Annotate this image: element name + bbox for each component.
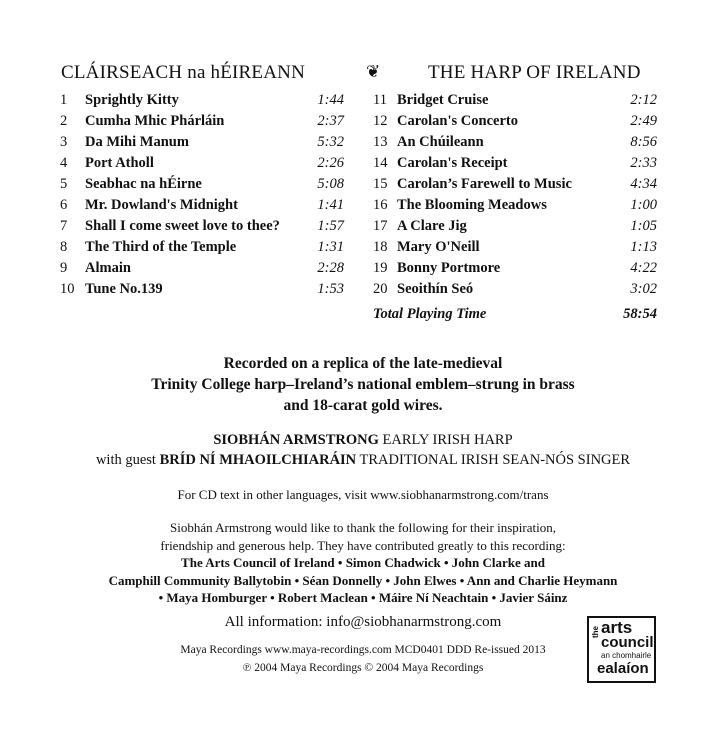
track-row [373, 218, 657, 239]
track-duration: 2:12 [630, 92, 657, 108]
track-row [60, 113, 344, 134]
acknowledgements-names: Camphill Community Ballytobin • Séan Donnelly • John Elwes • Ann and Charlie Heymann [108, 572, 618, 588]
logo-text: the [591, 626, 600, 638]
track-row [373, 155, 657, 176]
track-row [60, 134, 344, 155]
track-row [373, 134, 657, 155]
track-title: Tune No.139 [85, 281, 163, 297]
recording-note-line: Recorded on a replica of the late-medieval [223, 355, 503, 372]
track-number: 12 [373, 113, 388, 129]
track-title: Sprightly Kitty [85, 92, 179, 108]
track-title: Cumha Mhic Phárláin [85, 113, 225, 129]
track-duration: 4:22 [630, 260, 657, 276]
label-info: Maya Recordings www.maya-recordings.com MCD0401 DDD Re-issued 2013 [180, 644, 546, 656]
track-number: 7 [60, 218, 68, 234]
track-title: Almain [85, 260, 131, 276]
track-duration: 2:26 [317, 155, 344, 171]
track-duration: 1:57 [317, 218, 344, 234]
track-title: Carolan's Concerto [397, 113, 518, 129]
track-number: 11 [373, 92, 387, 108]
track-number: 16 [373, 197, 388, 213]
track-number: 2 [60, 113, 68, 129]
track-number: 3 [60, 134, 68, 150]
track-duration: 2:33 [630, 155, 657, 171]
total-playing-time [373, 306, 657, 327]
copyright: ℗ 2004 Maya Recordings © 2004 Maya Recordings [242, 662, 484, 674]
logo-text: council [601, 634, 654, 651]
track-title: Carolan’s Farewell to Music [397, 176, 572, 192]
track-title: Mary O'Neill [397, 239, 480, 255]
track-title: Bridget Cruise [397, 92, 489, 108]
track-row [60, 155, 344, 176]
acknowledgements-line: friendship and generous help. They have contributed greatly to this recording: [160, 537, 566, 553]
track-row [60, 239, 344, 260]
tracklist-right [373, 92, 657, 327]
total-duration: 58:54 [623, 306, 657, 322]
track-number: 6 [60, 197, 68, 213]
track-row [373, 281, 657, 302]
track-duration: 5:32 [317, 134, 344, 150]
track-title: Port Atholl [85, 155, 154, 171]
track-duration: 1:53 [317, 281, 344, 297]
track-duration: 1:31 [317, 239, 344, 255]
arts-council-logo [587, 616, 656, 683]
track-title: An Chúileann [397, 134, 484, 150]
track-duration: 5:08 [317, 176, 344, 192]
track-duration: 1:41 [317, 197, 344, 213]
track-row [373, 113, 657, 134]
track-number: 17 [373, 218, 388, 234]
track-duration: 2:49 [630, 113, 657, 129]
track-duration: 8:56 [630, 134, 657, 150]
track-duration: 1:44 [317, 92, 344, 108]
track-duration: 4:34 [630, 176, 657, 192]
track-number: 19 [373, 260, 388, 276]
track-number: 8 [60, 239, 68, 255]
logo-text: arts [601, 618, 633, 637]
track-title: Mr. Dowland's Midnight [85, 197, 238, 213]
track-duration: 3:02 [630, 281, 657, 297]
track-number: 15 [373, 176, 388, 192]
track-title: The Third of the Temple [85, 239, 237, 255]
track-number: 5 [60, 176, 68, 192]
tracklist-left [60, 92, 344, 302]
track-number: 4 [60, 155, 68, 171]
acknowledgements [0, 519, 726, 607]
track-duration: 1:13 [630, 239, 657, 255]
track-number: 9 [60, 260, 68, 276]
track-row [60, 176, 344, 197]
guest-line [0, 450, 726, 470]
guest-role: TRADITIONAL IRISH SEAN-NÓS SINGER [356, 452, 631, 468]
track-title: The Blooming Meadows [397, 197, 547, 213]
fleuron-ornament-icon: ❦ [366, 62, 381, 81]
acknowledgements-names: The Arts Council of Ireland • Simon Chadwick • John Clarke and [181, 555, 545, 570]
track-title: Carolan's Receipt [397, 155, 508, 171]
track-row [60, 281, 344, 302]
track-row [373, 92, 657, 113]
track-row [373, 176, 657, 197]
contact-info: All information: info@siobhanarmstrong.com [224, 614, 502, 630]
track-row [60, 260, 344, 281]
track-title: Da Mihi Manum [85, 134, 189, 150]
track-row [373, 239, 657, 260]
guest-prefix: with guest [95, 452, 160, 468]
artist-line [0, 430, 726, 450]
guest-name: BRÍD NÍ MHAOILCHIARÁIN [159, 452, 357, 468]
track-title: Seoithín Seó [397, 281, 474, 297]
track-title: Seabhac na hÉirne [85, 176, 202, 192]
track-title: A Clare Jig [397, 218, 467, 234]
acknowledgements-line: Siobhán Armstrong would like to thank the following for their inspiration, [170, 520, 556, 535]
title-english: THE HARP OF IRELAND [428, 62, 641, 83]
track-row [373, 197, 657, 218]
recording-note-line: and 18-carat gold wires. [283, 397, 443, 414]
performers [0, 430, 726, 470]
track-row [60, 218, 344, 239]
track-row [60, 92, 344, 113]
track-number: 20 [373, 281, 388, 297]
track-number: 13 [373, 134, 388, 150]
recording-note-line: Trinity College harp–Ireland’s national emblem–strung in brass [151, 376, 575, 393]
total-label: Total Playing Time [373, 306, 487, 322]
track-number: 18 [373, 239, 388, 255]
track-title: Shall I come sweet love to thee? [85, 218, 280, 234]
track-row [60, 197, 344, 218]
acknowledgements-names: • Maya Homburger • Robert Maclean • Máire Ní Neachtain • Javier Sáinz [158, 590, 568, 605]
track-number: 10 [60, 281, 75, 297]
track-number: 14 [373, 155, 388, 171]
logo-text: ealaíon [597, 660, 649, 677]
track-duration: 2:37 [317, 113, 344, 129]
track-duration: 2:28 [317, 260, 344, 276]
track-duration: 1:00 [630, 197, 657, 213]
cd-text-note: For CD text in other languages, visit www.siobhanarmstrong.com/trans [177, 487, 549, 502]
track-title: Bonny Portmore [397, 260, 501, 276]
track-row [373, 260, 657, 281]
logo-text: an chomhairle [601, 651, 652, 660]
track-duration: 1:05 [630, 218, 657, 234]
track-number: 1 [60, 92, 68, 108]
artist-role: EARLY IRISH HARP [378, 432, 513, 448]
title-irish: CLÁIRSEACH na hÉIREANN [61, 62, 305, 83]
recording-note [0, 353, 726, 416]
artist-name: SIOBHÁN ARMSTRONG [213, 432, 379, 448]
